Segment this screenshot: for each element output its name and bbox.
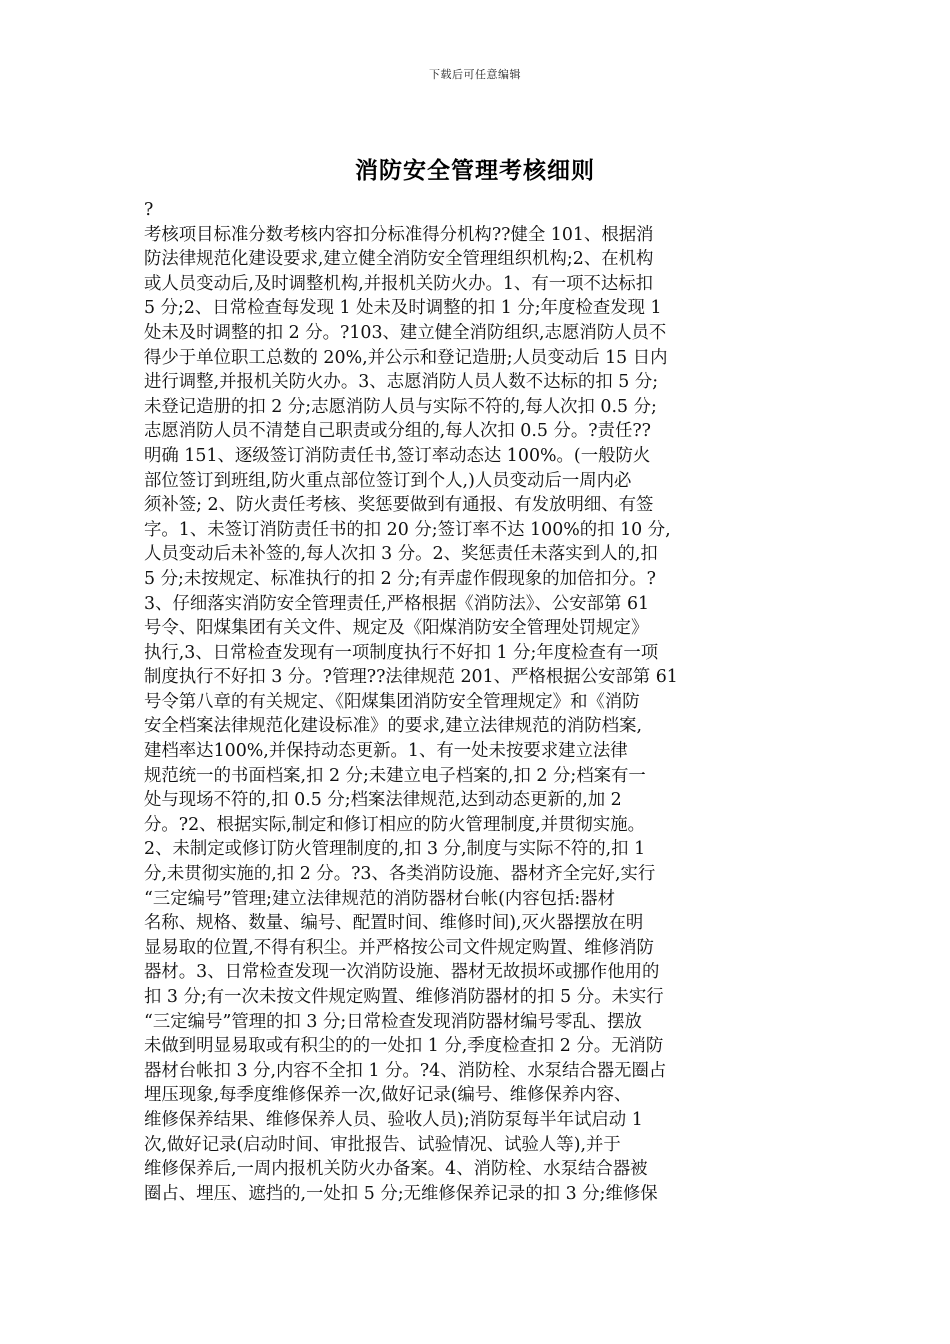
body-text-line: 未做到明显易取或有积尘的的一处扣 1 分,季度检查扣 2 分。无消防 bbox=[144, 1036, 664, 1057]
body-text-line: 5 分;未按规定、标准执行的扣 2 分;有弄虚作假现象的加倍扣分。? bbox=[144, 568, 656, 589]
body-text-line: 制度执行不好扣 3 分。?管理??法律规范 201、严格根据公安部第 61 bbox=[144, 667, 678, 688]
body-text-line: 得少于单位职工总数的 20%,并公示和登记造册;人员变动后 15 日内 bbox=[144, 347, 668, 368]
body-text-line: 号令、阳煤集团有关文件、规定及《阳煤消防安全管理处罚规定》 bbox=[144, 618, 649, 639]
body-text-line: 须补签; 2、防火责任考核、奖惩要做到有通报、有发放明细、有签 bbox=[144, 495, 654, 516]
document-title: 消防安全管理考核细则 bbox=[355, 157, 595, 184]
body-text-line: 明确 151、逐级签订消防责任书,签订率动态达 100%。(一般防火 bbox=[144, 445, 651, 466]
body-text-line: 安全档案法律规范化建设标准》的要求,建立法律规范的消防档案, bbox=[144, 716, 642, 737]
body-text-line: 埋压现象,每季度维修保养一次,做好记录(编号、维修保养内容、 bbox=[144, 1085, 632, 1106]
body-text-line: 防法律规范化建设要求,建立健全消防安全管理组织机构;2、在机构 bbox=[144, 249, 654, 270]
body-text-line: 考核项目标准分数考核内容扣分标准得分机构??健全 101、根据消 bbox=[144, 224, 654, 245]
body-text-line: 处与现场不符的,扣 0.5 分;档案法律规范,达到动态更新的,加 2 bbox=[144, 790, 622, 811]
body-text-line: “三定编号”管理的扣 3 分;日常检查发现消防器材编号零乱、摆放 bbox=[144, 1011, 642, 1032]
body-text-line: ? bbox=[144, 200, 154, 220]
body-text-line: 分,未贯彻实施的,扣 2 分。?3、各类消防设施、器材齐全完好,实行 bbox=[144, 864, 656, 885]
body-text-line: 执行,3、日常检查发现有一项制度执行不好扣 1 分;年度检查有一项 bbox=[144, 642, 659, 663]
body-text-line: 3、仔细落实消防安全管理责任,严格根据《消防法》、公安部第 61 bbox=[144, 593, 650, 614]
body-text-line: 进行调整,并报机关防火办。3、志愿消防人员人数不达标的扣 5 分; bbox=[144, 372, 659, 393]
body-text-line: 或人员变动后,及时调整机构,并报机关防火办。1、有一项不达标扣 bbox=[144, 273, 654, 294]
body-text-line: 人员变动后未补签的,每人次扣 3 分。2、奖惩责任未落实到人的,扣 bbox=[144, 544, 658, 565]
body-text-line: 规范统一的书面档案,扣 2 分;未建立电子档案的,扣 2 分;档案有一 bbox=[144, 765, 646, 786]
body-text-line: 建档率达100%,并保持动态更新。1、有一处未按要求建立法律 bbox=[144, 741, 628, 762]
body-text-line: 未登记造册的扣 2 分;志愿消防人员与实际不符的,每人次扣 0.5 分; bbox=[144, 396, 657, 417]
body-text-line: 名称、规格、数量、编号、配置时间、维修时间),灭火器摆放在明 bbox=[144, 913, 644, 934]
body-text-line: 部位签订到班组,防火重点部位签订到个人,)人员变动后一周内必 bbox=[144, 470, 632, 491]
body-text-line: 字。1、未签订消防责任书的扣 20 分;签订率不达 100%的扣 10 分, bbox=[144, 519, 671, 540]
body-text-line: 志愿消防人员不清楚自己职责或分组的,每人次扣 0.5 分。?责任?? bbox=[144, 421, 651, 442]
document-body bbox=[144, 198, 820, 1206]
body-text-line: 器材。3、日常检查发现一次消防设施、器材无故损坏或挪作他用的 bbox=[144, 962, 660, 983]
body-text-line: 维修保养后,一周内报机关防火办备案。4、消防栓、水泵结合器被 bbox=[144, 1159, 648, 1180]
body-text-line: 处未及时调整的扣 2 分。?103、建立健全消防组织,志愿消防人员不 bbox=[144, 322, 667, 343]
body-text-line: 次,做好记录(启动时间、审批报告、试验情况、试验人等),并于 bbox=[144, 1134, 621, 1155]
header-note: 下载后可任意编辑 bbox=[429, 68, 521, 81]
body-text-line: 器材台帐扣 3 分,内容不全扣 1 分。?4、消防栓、水泵结合器无圈占 bbox=[144, 1060, 667, 1081]
body-text-line: “三定编号”管理;建立法律规范的消防器材台帐(内容包括:器材 bbox=[144, 888, 616, 909]
body-text-line: 维修保养结果、维修保养人员、验收人员);消防泵每半年试启动 1 bbox=[144, 1109, 643, 1130]
body-text-line: 分。?2、根据实际,制定和修订相应的防火管理制度,并贯彻实施。 bbox=[144, 814, 645, 835]
body-text-line: 显易取的位置,不得有积尘。并严格按公司文件规定购置、维修消防 bbox=[144, 937, 654, 958]
body-text-line: 扣 3 分;有一次未按文件规定购置、维修消防器材的扣 5 分。未实行 bbox=[144, 987, 664, 1007]
body-text-line: 圈占、埋压、遮挡的,一处扣 5 分;无维修保养记录的扣 3 分;维修保 bbox=[144, 1183, 658, 1204]
body-text-line: 5 分;2、日常检查每发现 1 处未及时调整的扣 1 分;年度检查发现 1 bbox=[144, 298, 662, 319]
body-text-line: 号令第八章的有关规定、《阳煤集团消防安全管理规定》和《消防 bbox=[144, 691, 640, 712]
body-text-line: 2、未制定或修订防火管理制度的,扣 3 分,制度与实际不符的,扣 1 bbox=[144, 839, 646, 860]
